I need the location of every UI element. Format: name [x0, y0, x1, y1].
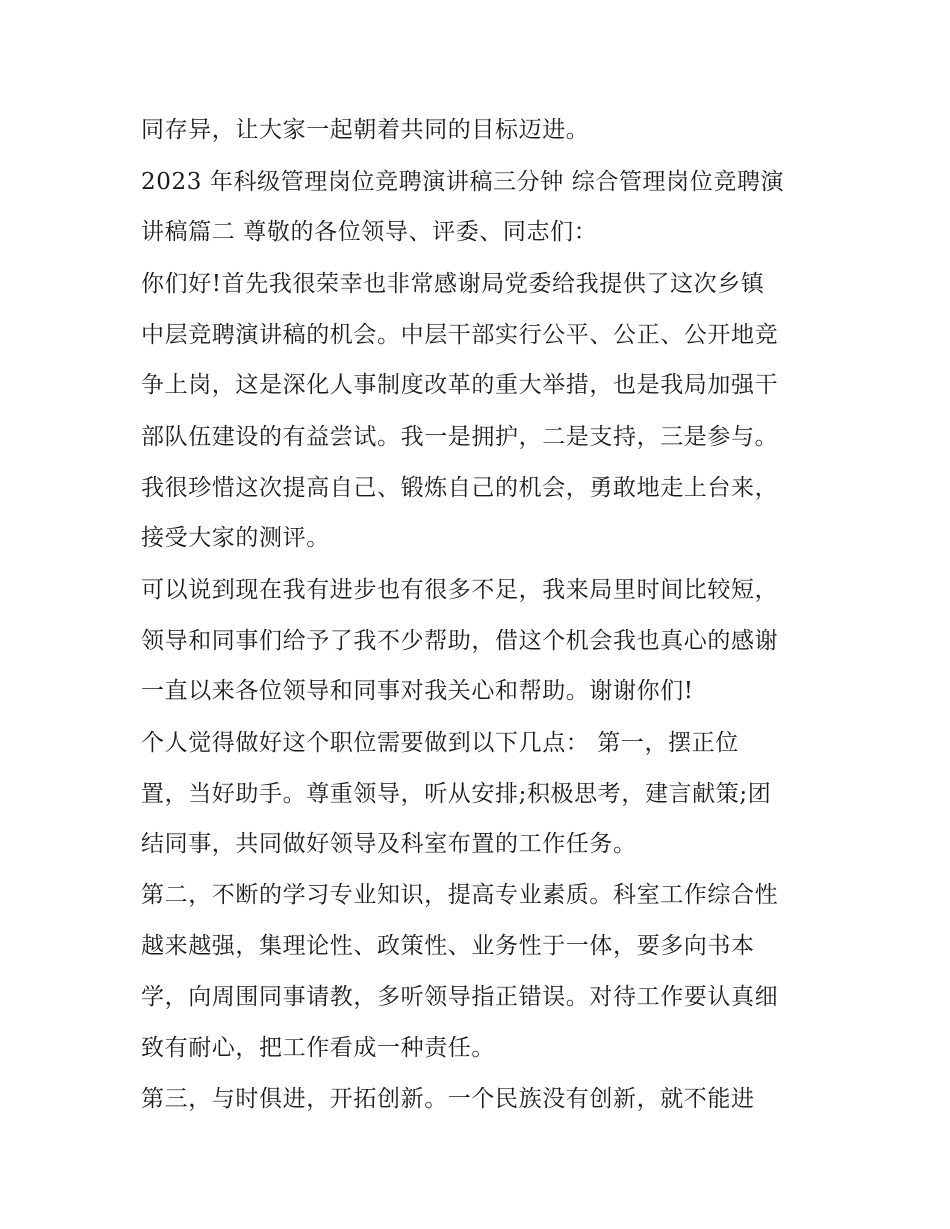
text-line: 同存异，让大家一起朝着共同的目标迈进。 — [141, 117, 590, 143]
text-line: 你们好!首先我很荣幸也非常感谢局党委给我提供了这次乡镇 — [141, 271, 765, 297]
text-line: 我很珍惜这次提高自己、锻炼自己的机会，勇敢地走上台来， — [141, 475, 779, 501]
text-line: 个人觉得做好这个职位需要做到以下几点： 第一，摆正位 — [141, 730, 739, 756]
text-line: 讲稿篇二 尊敬的各位领导、评委、同志们： — [141, 219, 598, 245]
text-line: 可以说到现在我有进步也有很多不足，我来局里时间比较短， — [141, 577, 779, 603]
text-line: 结同事，共同做好领导及科室布置的工作任务。 — [141, 831, 637, 857]
text-line: 第三，与时俱进，开拓创新。一个民族没有创新，就不能进 — [141, 1086, 755, 1112]
text-line: 致有耐心，把工作看成一种责任。 — [141, 1035, 495, 1061]
text-line: 中层竞聘演讲稿的机会。中层干部实行公平、公正、公开地竞 — [141, 322, 779, 348]
text-line: 越来越强，集理论性、政策性、业务性于一体，要多向书本 — [141, 933, 755, 959]
text-line: 置，当好助手。尊重领导，听从安排;积极思考，建言献策;团 — [141, 781, 772, 807]
text-line: 争上岗，这是深化人事制度改革的重大举措，也是我局加强干 — [141, 372, 779, 398]
text-line: 领导和同事们给予了我不少帮助，借这个机会我也真心的感谢 — [141, 628, 779, 654]
text-line: 一直以来各位领导和同事对我关心和帮助。谢谢你们! — [141, 678, 694, 704]
text-line: 2023 年科级管理岗位竞聘演讲稿三分钟 综合管理岗位竞聘演 — [141, 169, 785, 195]
text-line: 部队伍建设的有益尝试。我一是拥护，二是支持，三是参与。 — [141, 424, 779, 450]
text-line: 第二，不断的学习专业知识，提高专业素质。科室工作综合性 — [141, 882, 779, 908]
text-line: 学，向周围同事请教，多听领导指正错误。对待工作要认真细 — [141, 984, 779, 1010]
text-line: 接受大家的测评。 — [141, 525, 330, 551]
